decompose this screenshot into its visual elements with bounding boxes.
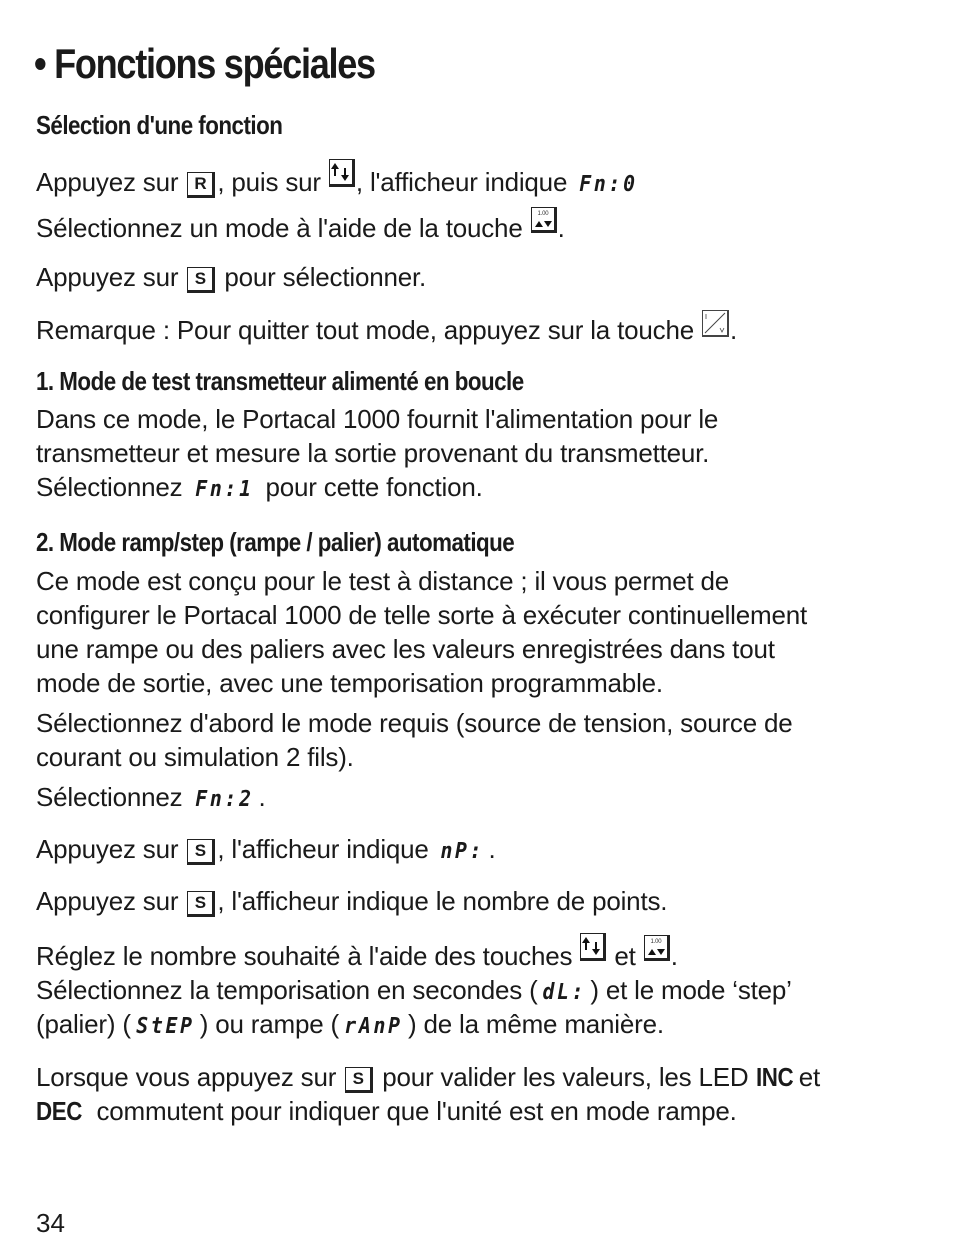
- text: pour cette fonction.: [265, 472, 483, 502]
- instruction-line-2: [36, 207, 565, 245]
- text: , l'afficheur indique: [355, 167, 568, 197]
- text: Appuyez sur: [36, 886, 179, 916]
- heading-mode-1: 1. Mode de test transmetteur alimenté en boucle: [36, 366, 524, 396]
- mode-select-key-icon: [531, 207, 557, 233]
- text: Sélectionnez: [36, 472, 183, 502]
- text: ) de la même manière.: [407, 1009, 664, 1039]
- mode-2-press-line-1: [36, 832, 496, 869]
- text: , l'afficheur indique le nombre de points.: [217, 886, 668, 916]
- mode-2-adjust-line: [36, 933, 678, 973]
- display-code: nP:: [440, 839, 485, 864]
- text: et: [614, 941, 636, 971]
- mode-2-para-1-line-1: Ce mode est conçu pour le test à distance ; il vous permet de: [36, 566, 730, 596]
- s-key-icon: S: [187, 267, 215, 293]
- up-down-arrow-key-icon: [580, 933, 606, 961]
- text: Lorsque vous appuyez sur: [36, 1062, 337, 1092]
- text: pour valider les valeurs, les LED: [382, 1062, 749, 1092]
- mode-1-line-2: transmetteur et mesure la sortie provenant du transmetteur.: [36, 438, 710, 468]
- mode-2-para-2-line-1: Sélectionnez d'abord le mode requis (source de tension, source de: [36, 708, 793, 738]
- heading-function-selection: Sélection d'une fonction: [36, 110, 283, 140]
- text: , l'afficheur indique: [217, 834, 429, 864]
- display-code: StEP: [136, 1014, 195, 1039]
- mode-2-para-2-line-2: courant ou simulation 2 fils).: [36, 742, 354, 772]
- instruction-line-1: [36, 159, 643, 202]
- mode-2-temp-line-1: [36, 973, 792, 1010]
- text: .: [670, 941, 678, 971]
- led-dec: DEC: [36, 1096, 82, 1126]
- display-code: rAnP: [344, 1014, 403, 1039]
- mode-select-key-icon: [644, 935, 670, 961]
- display-code: Fn:0: [579, 172, 638, 197]
- mode-1-line-1: Dans ce mode, le Portacal 1000 fournit l'alimentation pour le: [36, 404, 719, 434]
- display-code: dL:: [542, 980, 586, 1005]
- page-number: 34: [36, 1208, 65, 1238]
- s-key-icon: S: [187, 839, 215, 865]
- text: Réglez le nombre souhaité à l'aide des touches: [36, 941, 573, 971]
- key-label: 1.00: [650, 939, 662, 945]
- s-key-icon: S: [187, 891, 215, 917]
- key-label: 1.00: [537, 211, 549, 217]
- mode-2-para-1-line-2: configurer le Portacal 1000 de telle sorte à exécuter continuellement: [36, 600, 807, 630]
- text: commutent pour indiquer que l'unité est en mode rampe.: [96, 1096, 737, 1126]
- text: Sélectionnez: [36, 782, 183, 812]
- text: pour sélectionner.: [224, 262, 427, 292]
- display-code: Fn:2: [194, 787, 254, 812]
- text: .: [557, 213, 565, 243]
- r-key-icon: R: [187, 172, 215, 198]
- text: ) ou rampe (: [199, 1009, 339, 1039]
- remark-line: [36, 310, 737, 347]
- text: Appuyez sur: [36, 167, 179, 197]
- heading-mode-2: 2. Mode ramp/step (rampe / palier) automatique: [36, 527, 515, 557]
- text: .: [488, 834, 496, 864]
- mode-2-para-1-line-3: une rampe ou des paliers avec les valeurs enregistrées dans tout: [36, 634, 775, 664]
- page-title: • Fonctions spéciales: [34, 40, 375, 87]
- text: Remarque : Pour quitter tout mode, appuyez sur la touche: [36, 315, 694, 345]
- led-inc: INC: [755, 1062, 793, 1092]
- up-down-arrow-key-icon: [329, 159, 355, 187]
- text: .: [730, 315, 738, 345]
- text: Appuyez sur: [36, 262, 179, 292]
- text: Appuyez sur: [36, 834, 179, 864]
- text: Sélectionnez la temporisation en secondes (: [36, 975, 538, 1005]
- instruction-line-3: [36, 260, 426, 294]
- text: .: [258, 782, 266, 812]
- mode-2-final-line-2: [36, 1094, 737, 1128]
- mode-2-para-1-line-4: mode de sortie, avec une temporisation programmable.: [36, 668, 663, 698]
- text: , puis sur: [217, 167, 321, 197]
- mode-1-line-3: [36, 470, 483, 507]
- text: et: [798, 1062, 821, 1092]
- text: (palier) (: [36, 1009, 131, 1039]
- text: ) et le mode ‘step’: [590, 975, 792, 1005]
- s-key-icon: S: [345, 1067, 373, 1093]
- mode-2-final-line-1: [36, 1060, 820, 1094]
- mode-2-press-line-2: [36, 884, 667, 918]
- display-code: Fn:1: [194, 477, 254, 502]
- text: Sélectionnez un mode à l'aide de la touche: [36, 213, 523, 243]
- exit-key-icon: [702, 310, 729, 337]
- mode-2-select-line: [36, 780, 266, 817]
- mode-2-temp-line-2: [36, 1007, 664, 1044]
